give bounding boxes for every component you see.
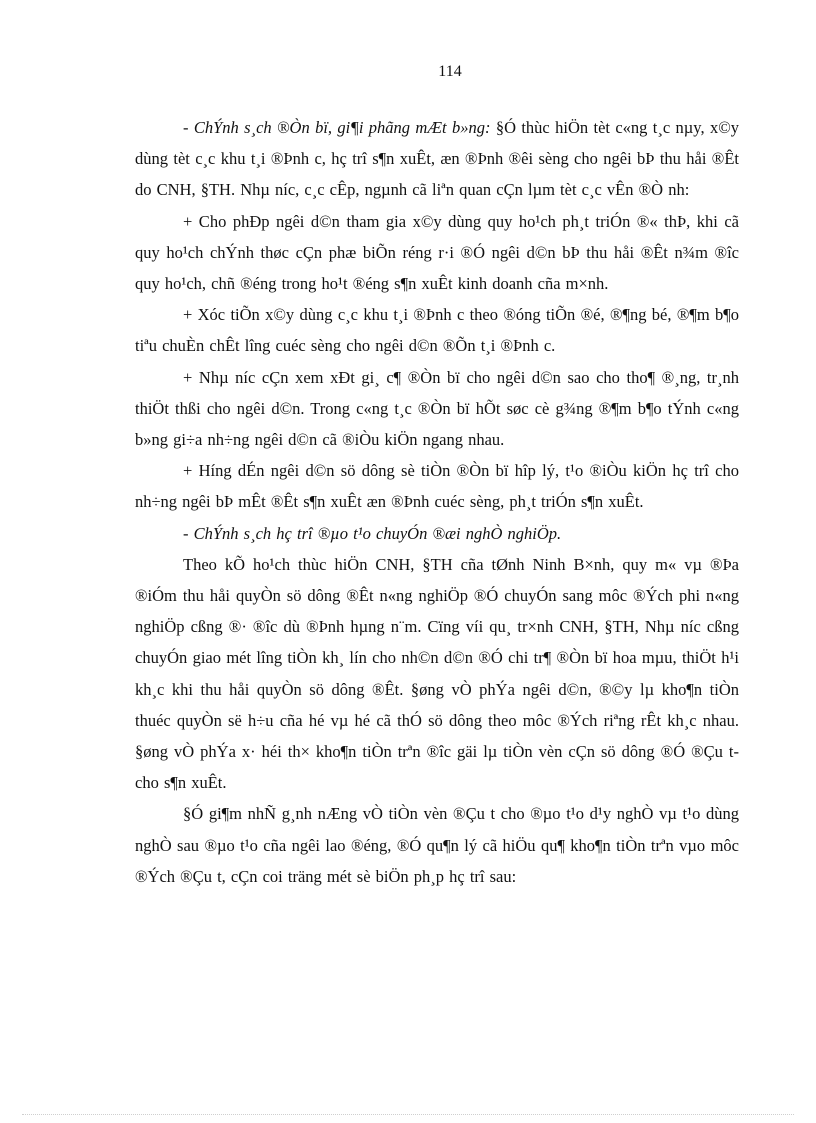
section-heading-compensation: - ChÝnh s¸ch ®Òn bï, gi¶i phãng mÆt b»ng: xyxy=(183,118,491,137)
paragraph-text: Theo kÕ ho¹ch thùc hiÖn CNH, §TH cña tØnh Ninh B×nh, quy m« vµ ®Þa ®iÓm thu håi quyÒn sö dông ®Êt n«ng nghiÖp ®Ó chuyÓn sang môc ®Ých phi n«ng nghiÖp cßng ®· ®îc dù ®Þnh hµng n¨m. Cïng víi qu¸ tr×nh CNH, §TH, Nhµ níc cßng chuyÓn giao mét lîng tiÒn kh¸ lín cho nh©n d©n ®Ó chi tr¶ ®Òn bï hoa mµu, thiÖt h¹i kh¸c khi thu håi quyÒn sö dông ®Êt. §øng vÒ phÝa ngêi d©n, ®©y lµ kho¶n tiÒn thuéc quyÒn së h÷u cña hé vµ hé cã thÓ sö dông theo môc ®Ých riªng rÊt kh¸c nhau. §øng vÒ phÝa x· héi th× kho¶n tiÒn trªn ®îc gäi lµ tiÒn vèn cÇn sö dông ®Ó ®Çu t cho s¶n xuÊt. xyxy=(135,554,739,793)
paragraph-text: + Cho phÐp ngêi d©n tham gia x©y dùng quy ho¹ch ph¸t triÓn ®« thÞ, khi cã quy ho¹ch chÝnh thøc cÇn phæ biÕn réng r·i ®Ó ngêi d©n bÞ thu håi ®Êt n¾m ®îc quy ho¹ch, chñ ®éng trong ho¹t ®éng s¶n xuÊt kinh doanh cña m×nh. xyxy=(135,211,739,294)
paragraph-text: + Xóc tiÕn x©y dùng c¸c khu t¸i ®Þnh c theo ®óng tiÕn ®é, ®¶ng bé, ®¶m b¶o tiªu chuÈn chÊt lîng cuéc sèng cho ngêi d©n ®Õn t¸i ®Þnh c. xyxy=(135,305,739,356)
paragraph-training-policy xyxy=(135,518,739,549)
paragraph-text: + Nhµ níc cÇn xem xÐt gi¸ c¶ ®Òn bï cho ngêi d©n sao cho tho¶ ®¸ng, tr¸nh thiÖt thßi cho ngêi d©n. Trong c«ng t¸c ®Òn bï hÕt søc cè g¾ng ®¶m b¶o tÝnh c«ng b»ng gi÷a nh÷ng ngêi d©n cã ®iÒu kiÖn ngang nhau. xyxy=(135,367,739,450)
paragraph-plan xyxy=(135,549,739,799)
paragraph-text: §Ó gi¶m nhÑ g¸nh nÆng vÒ tiÒn vèn ®Çu t cho ®µo t¹o d¹y nghÒ vµ t¹o dùng nghÒ sau ®µo t¹o cña ngêi lao ®éng, ®Ó qu¶n lý cã hiÖu qu¶ kho¶n tiÒn trªn vµo môc ®Ých ®Çu t, cÇn coi träng mét sè biÖn ph¸p hç trî sau: xyxy=(135,804,739,886)
footer-divider xyxy=(22,1114,794,1115)
paragraph-bullet-planning xyxy=(135,206,739,300)
body-text xyxy=(135,112,739,892)
paragraph-text: + Híng dÉn ngêi d©n sö dông sè tiÒn ®Òn bï hîp lý, t¹o ®iÒu kiÖn hç trî cho nh÷ng ngêi bÞ mÊt ®Êt s¶n xuÊt æn ®Þnh cuéc sèng, ph¸t triÓn s¶n xuÊt. xyxy=(135,461,739,512)
paragraph-compensation-policy xyxy=(135,112,739,206)
section-heading-training: - ChÝnh s¸ch hç trî ®µo t¹o chuyÓn ®æi nghÒ nghiÖp. xyxy=(183,523,562,543)
page-number: 114 xyxy=(438,63,462,80)
paragraph-text: §Ó thùc hiÖn tèt c«ng t¸c nµy, x©y dùng tèt c¸c khu t¸i ®Þnh c, hç trî s¶n xuÊt, æn ®Þnh ®êi sèng cho ngêi bÞ thu håi ®Êt do CNH, §TH. Nhµ níc, c¸c cÊp, ngµnh cã liªn quan cÇn lµm tèt c¸c vÊn ®Ò nh: xyxy=(135,118,739,200)
paragraph-bullet-pricing xyxy=(135,362,739,456)
paragraph-bullet-resettlement xyxy=(135,299,739,361)
paragraph-measures xyxy=(135,798,739,892)
paragraph-bullet-guidance xyxy=(135,455,739,517)
